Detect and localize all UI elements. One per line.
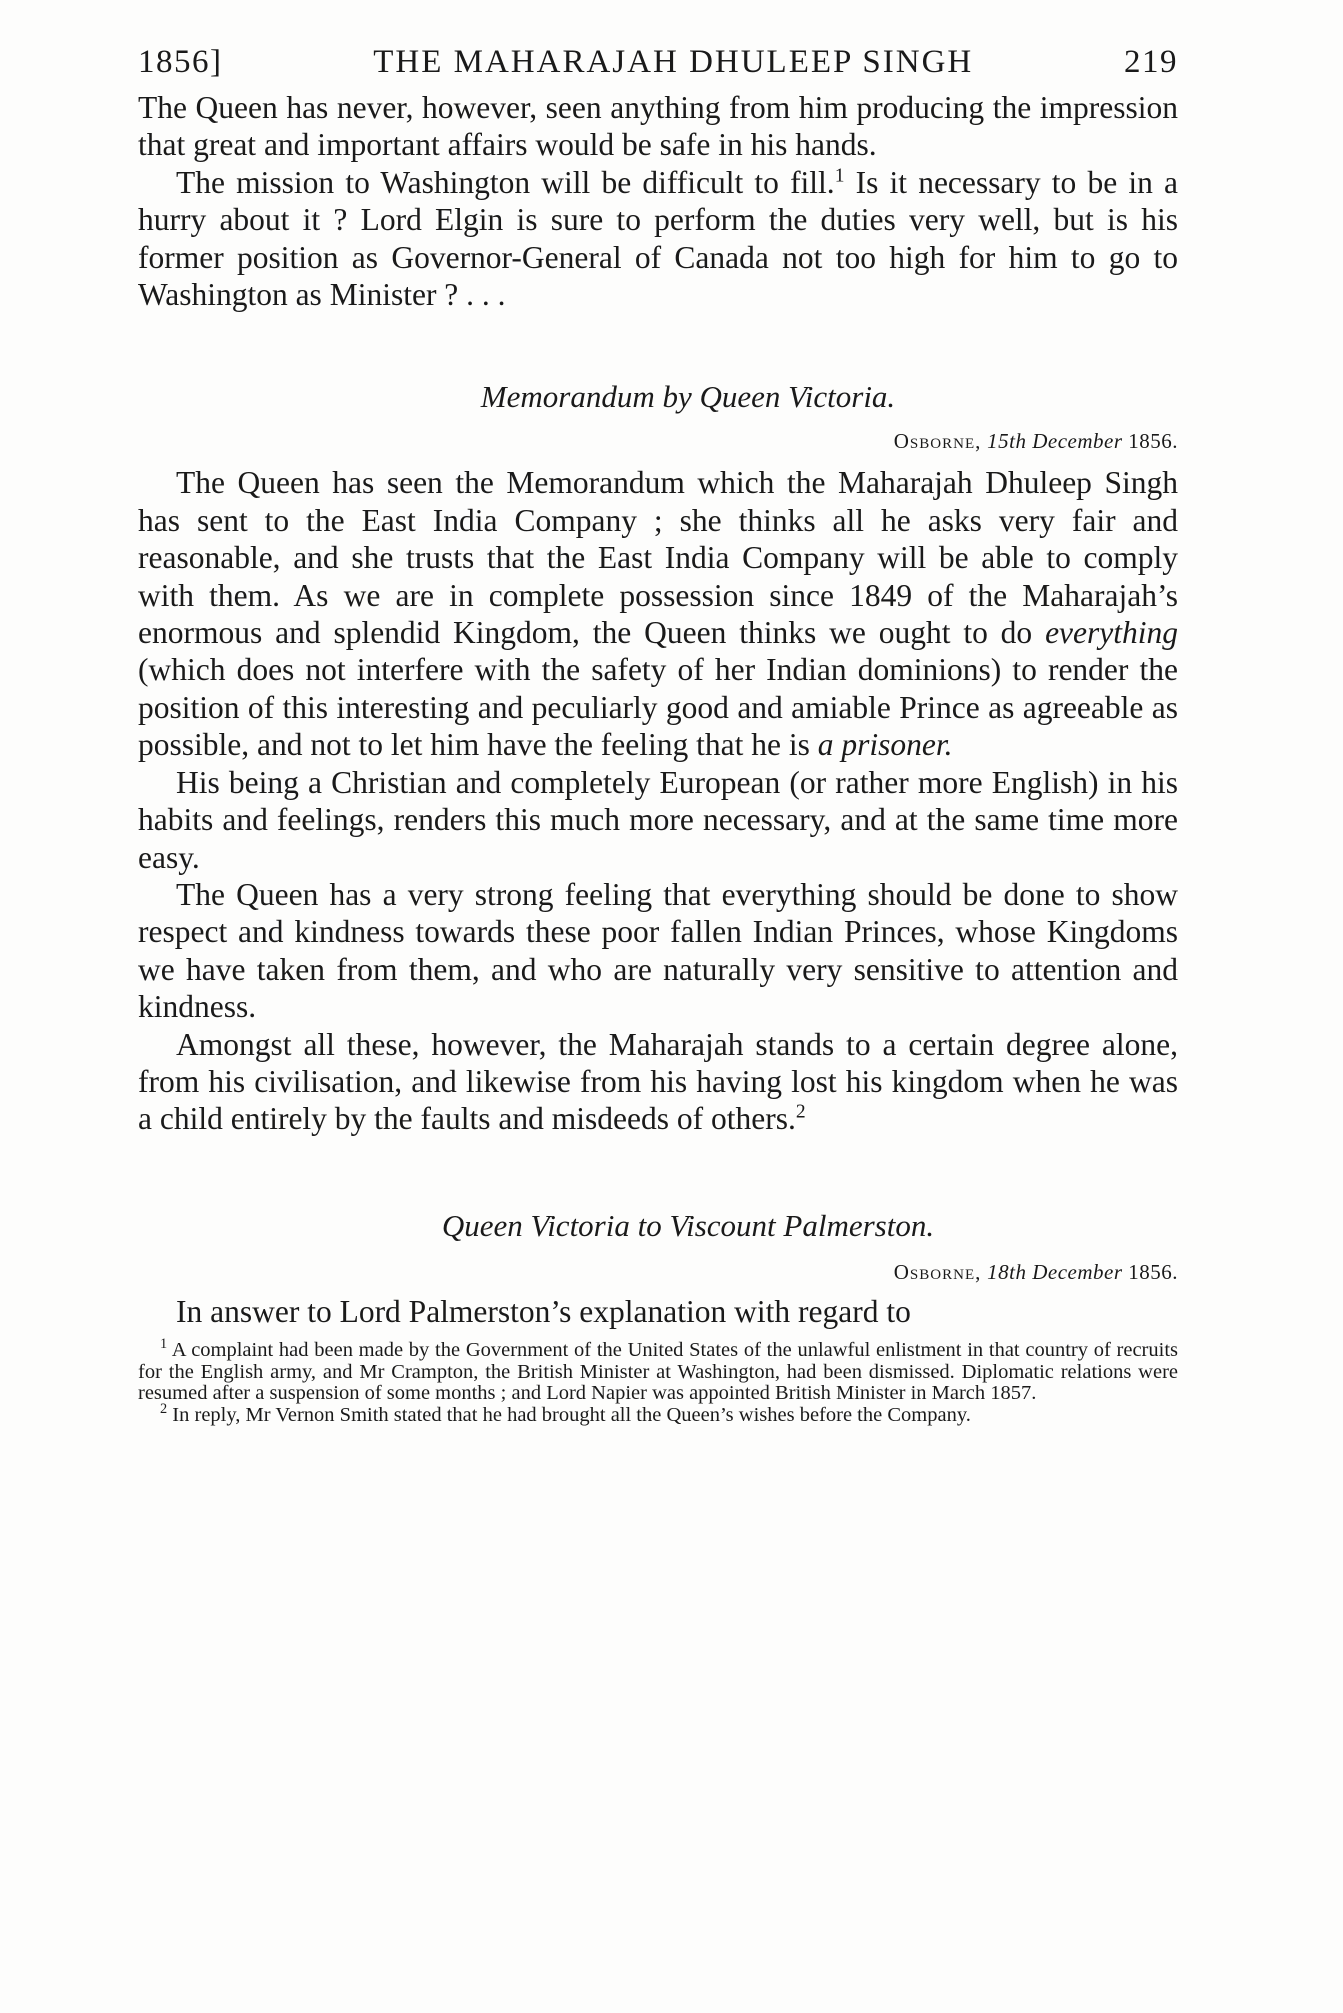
memorandum-heading: Memorandum by Queen Victoria.: [480, 379, 896, 415]
footnote-ref-2: 2: [795, 1101, 806, 1123]
letter-dateline-day: 18th December: [987, 1259, 1123, 1284]
page-content: [138, 44, 1178, 1426]
running-head: [138, 44, 1178, 81]
memorandum-dateline-place: Osborne,: [893, 429, 982, 454]
memorandum-paragraph-3: The Queen has a very strong feeling that everything should be done to show respect and kindness towards these poor fallen Indian Princes, whose Kingdoms we have taken from them, and who are naturally very sensitive to attention and kindness.: [138, 876, 1178, 1025]
opening-paragraph-2-rest: Is it necessary to be in a hurry about it ? Lord Elgin is sure to perform the duties very well, but is his former position as Governor-General of Canada not too high for him to go to Washington as Minister ? . . .: [138, 164, 1178, 313]
memorandum-paragraph-1: [138, 464, 1178, 763]
memorandum-paragraph-4: [138, 1026, 1178, 1138]
memorandum-paragraph-4-text: Amongst all these, however, the Maharajah stands to a certain degree alone, from his civilisation, and likewise from his having lost his kingdom when he was a child entirely by the faults and misdeeds of others.: [138, 1026, 1178, 1137]
footnote-1-text: A complaint had been made by the Government of the United States of the unlawful enlistment in that country of recruits for the English army, and Mr Crampton, the British Minister at Washington, had been dismissed. Diplomatic relations were resumed after a suspension of some months ; and Lord Napier was appointed British Minister in March 1857.: [138, 1339, 1178, 1405]
memorandum-dateline-year: 1856.: [1128, 429, 1178, 454]
page-number: 219: [1123, 44, 1178, 80]
letter-dateline: [138, 1260, 1178, 1285]
memorandum-emphasis-everything: everything: [1045, 615, 1178, 651]
footnote-2-marker: 2: [160, 1400, 168, 1417]
running-head-title: THE MAHARAJAH DHULEEP SINGH: [373, 44, 974, 80]
memorandum-emphasis-prisoner: a prisoner.: [817, 727, 953, 763]
letter-dateline-year: 1856.: [1128, 1259, 1178, 1284]
footnote-ref-1: 1: [834, 165, 845, 187]
memorandum-paragraph-1-part-b: (which does not interfere with the safety of her Indian dominions) to render the position of this interesting and peculiarly good and amiable Prince as agreeable as possible, and not to let him have the feeling that he is: [138, 652, 1178, 763]
footnote-2: [138, 1400, 1178, 1427]
letter-heading: Queen Victoria to Viscount Palmerston.: [441, 1207, 935, 1243]
letter-dateline-place: Osborne,: [893, 1259, 982, 1284]
opening-paragraph-2: [138, 164, 1178, 314]
footnote-2-text: In reply, Mr Vernon Smith stated that he had brought all the Queen’s wishes before the Company.: [172, 1403, 971, 1426]
footnote-1: [138, 1336, 1178, 1405]
footnote-1-marker: 1: [160, 1336, 168, 1353]
memorandum-paragraph-1-part-a: The Queen has seen the Memorandum which the Maharajah Dhuleep Singh has sent to the East India Company ; she thinks all he asks very fair and reasonable, and she trusts that the East India Company will be able to comply with them. As we are in complete possession since 1849 of the Maharajah’s enormous and splendid Kingdom, the Queen thinks we ought to do: [138, 465, 1178, 651]
memorandum-dateline: [138, 429, 1178, 454]
opening-paragraph-1: The Queen has never, however, seen anything from him producing the impression that great and important affairs would be safe in his hands.: [138, 90, 1178, 163]
letter-paragraph-1: In answer to Lord Palmerston’s explanation with regard to: [176, 1293, 911, 1329]
memorandum-paragraph-2: His being a Christian and completely European (or rather more English) in his habits and feelings, renders this much more necessary, and at the same time more easy.: [138, 764, 1178, 875]
opening-paragraph-2-text: The mission to Washington will be difficult to fill.: [176, 164, 835, 200]
memorandum-dateline-day: 15th December: [987, 429, 1123, 454]
running-head-year: 1856]: [138, 44, 223, 80]
footnotes: [138, 1336, 1178, 1426]
